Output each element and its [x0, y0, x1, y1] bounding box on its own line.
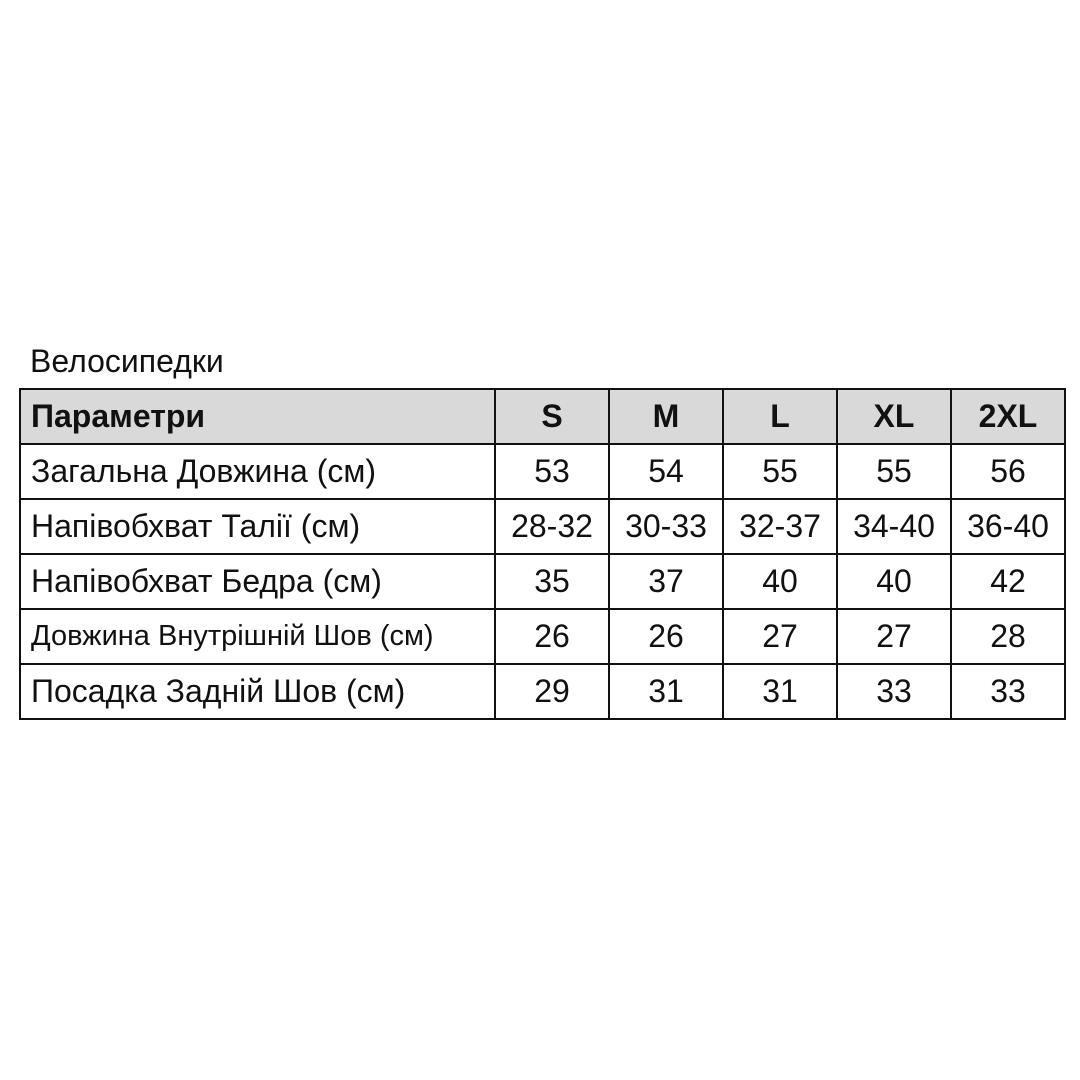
table-cell: 36-40 — [951, 499, 1065, 554]
table-cell: 27 — [723, 609, 837, 664]
table-cell: 31 — [609, 664, 723, 719]
header-cell-parameters: Параметри — [20, 389, 495, 444]
header-cell-size: M — [609, 389, 723, 444]
table-cell: 56 — [951, 444, 1065, 499]
table-cell: 28-32 — [495, 499, 609, 554]
table-cell: 40 — [837, 554, 951, 609]
table-row — [20, 554, 1065, 609]
table-cell: 40 — [723, 554, 837, 609]
table-cell: 30-33 — [609, 499, 723, 554]
row-label: Напівобхват Бедра (см) — [20, 554, 495, 609]
table-cell: 33 — [837, 664, 951, 719]
page-title: Велосипедки — [30, 343, 224, 379]
table-cell: 54 — [609, 444, 723, 499]
table-cell: 28 — [951, 609, 1065, 664]
table-cell: 55 — [837, 444, 951, 499]
table-cell: 26 — [495, 609, 609, 664]
header-cell-size: XL — [837, 389, 951, 444]
table-row — [20, 609, 1065, 664]
header-cell-size: L — [723, 389, 837, 444]
table-cell: 33 — [951, 664, 1065, 719]
size-table — [19, 388, 1066, 720]
table-cell: 29 — [495, 664, 609, 719]
table-cell: 37 — [609, 554, 723, 609]
row-label: Посадка Задній Шов (см) — [20, 664, 495, 719]
table-cell: 55 — [723, 444, 837, 499]
row-label: Напівобхват Талії (см) — [20, 499, 495, 554]
table-header-row — [20, 389, 1065, 444]
table-cell: 42 — [951, 554, 1065, 609]
table-cell: 31 — [723, 664, 837, 719]
row-label: Загальна Довжина (см) — [20, 444, 495, 499]
table-cell: 34-40 — [837, 499, 951, 554]
table-row — [20, 499, 1065, 554]
header-cell-size: S — [495, 389, 609, 444]
table-cell: 35 — [495, 554, 609, 609]
table-row — [20, 664, 1065, 719]
header-cell-size: 2XL — [951, 389, 1065, 444]
table-cell: 53 — [495, 444, 609, 499]
table-cell: 32-37 — [723, 499, 837, 554]
row-label: Довжина Внутрішній Шов (см) — [20, 609, 495, 664]
table-cell: 26 — [609, 609, 723, 664]
table-row — [20, 444, 1065, 499]
table-cell: 27 — [837, 609, 951, 664]
